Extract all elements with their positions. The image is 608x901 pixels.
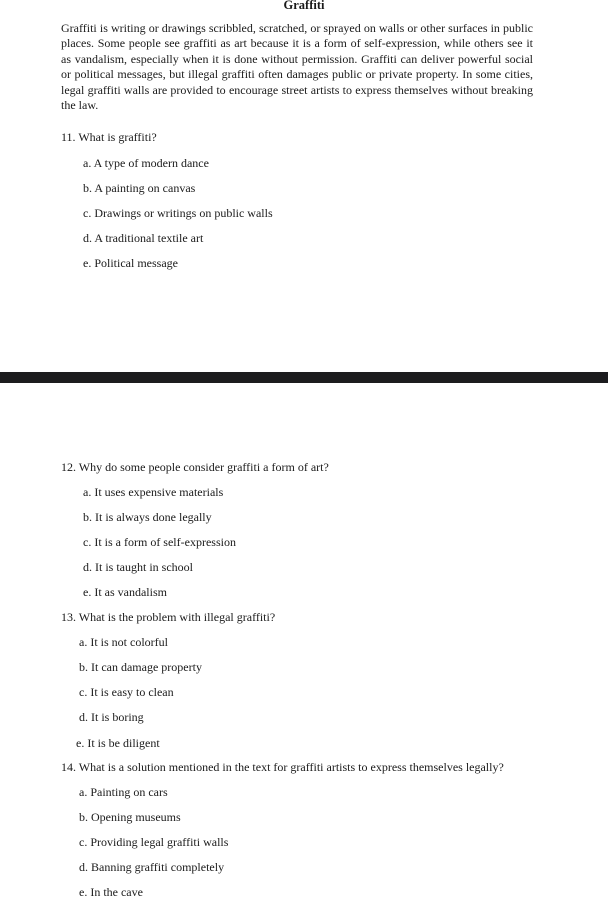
q11-option-d: d. A traditional textile art	[83, 231, 204, 245]
q14-option-a: a. Painting on cars	[79, 785, 168, 799]
q13-option-c: c. It is easy to clean	[79, 685, 174, 699]
page-divider	[0, 372, 608, 383]
q13-option-d: d. It is boring	[79, 710, 144, 724]
q13-option-e: e. It is be diligent	[76, 736, 160, 750]
q12-option-a: a. It uses expensive materials	[83, 485, 224, 499]
q14-option-c: c. Providing legal graffiti walls	[79, 835, 229, 849]
q13-option-a: a. It is not colorful	[79, 635, 168, 649]
question-14: 14. What is a solution mentioned in the text for graffiti artists to express themselves legally?	[61, 760, 504, 774]
page-title: Graffiti	[283, 0, 325, 12]
q13-option-b: b. It can damage property	[79, 660, 202, 674]
question-12: 12. Why do some people consider graffiti a form of art?	[61, 460, 329, 474]
reading-passage: Graffiti is writing or drawings scribbled, scratched, or sprayed on walls or other surfaces in public places. Some people see graffiti as art because it is a form of self-expression, while others see it as vandalism, especially when it is done without permission. Graffiti can deliver powerful social or political messages, but illegal graffiti often damages public or private property. In some cities, legal graffiti walls are provided to encourage street artists to express themselves without breaking the law.	[61, 21, 533, 113]
page-top	[0, 0, 608, 372]
q11-option-e: e. Political message	[83, 256, 178, 270]
q14-option-e: e. In the cave	[79, 885, 143, 899]
q12-option-b: b. It is always done legally	[83, 510, 212, 524]
question-11: 11. What is graffiti?	[61, 130, 157, 144]
q11-option-c: c. Drawings or writings on public walls	[83, 206, 273, 220]
q11-option-a: a. A type of modern dance	[83, 156, 209, 170]
q14-option-b: b. Opening museums	[79, 810, 181, 824]
q11-option-b: b. A painting on canvas	[83, 181, 196, 195]
page-bottom	[0, 383, 608, 901]
q12-option-e: e. It as vandalism	[83, 585, 167, 599]
q14-option-d: d. Banning graffiti completely	[79, 860, 225, 874]
q12-option-c: c. It is a form of self-expression	[83, 535, 236, 549]
q12-option-d: d. It is taught in school	[83, 560, 193, 574]
question-13: 13. What is the problem with illegal graffiti?	[61, 610, 276, 624]
